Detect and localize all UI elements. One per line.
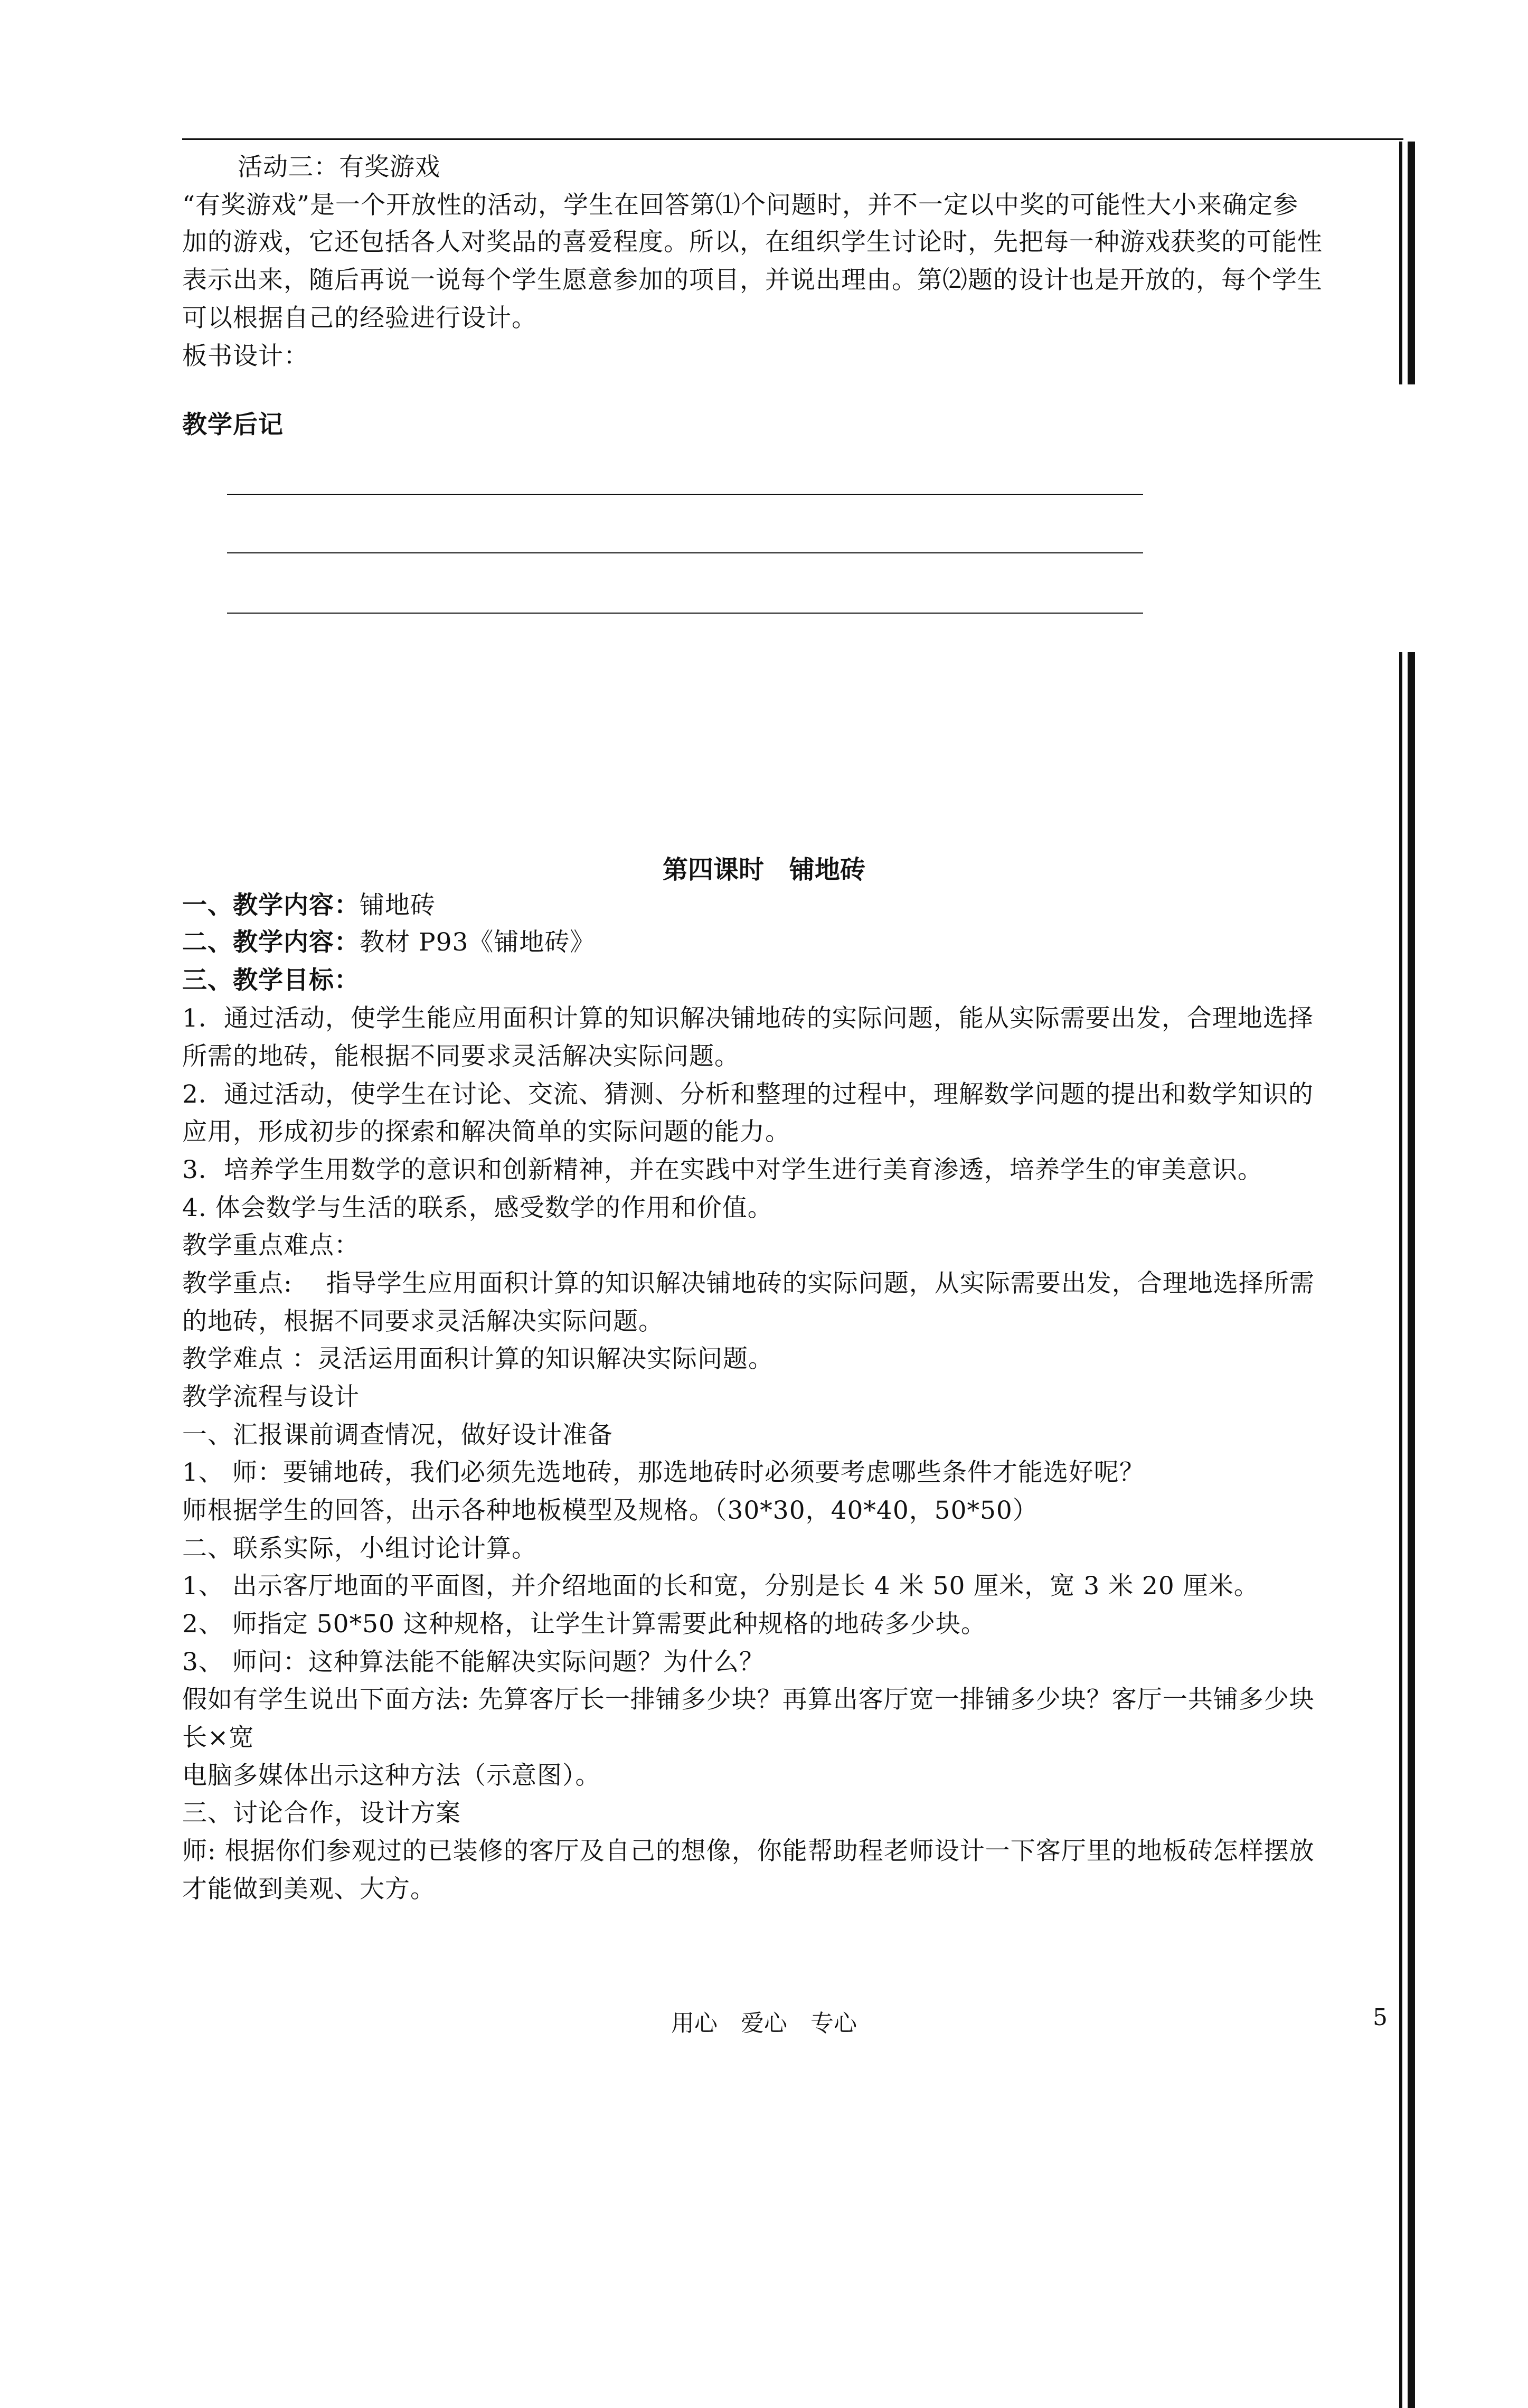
margin-bar — [1408, 142, 1415, 384]
paragraph-line: 教学重点难点： — [182, 1231, 360, 1260]
paragraph-line: 长×宽 — [182, 1723, 254, 1752]
content-line — [182, 926, 595, 959]
paragraph-line: 2．通过活动，使学生在讨论、交流、猜测、分析和整理的过程中，理解数学问题的提出和数学知识的 — [182, 1080, 1314, 1109]
writing-line — [227, 613, 1143, 614]
paragraph-line: 教学重点: 指导学生应用面积计算的知识解决铺地砖的实际问题，从实际需要出发，合理地选择所需 — [182, 1269, 1315, 1298]
paragraph-line: 的地砖，根据不同要求灵活解决实际问题。 — [182, 1307, 664, 1336]
paragraph-line: 1、 出示客厅地面的平面图，并介绍地面的长和宽，分别是长 4 米 50 厘米，宽 3 米 20 厘米。 — [182, 1572, 1259, 1601]
teaching-notes-heading: 教学后记 — [182, 410, 284, 439]
margin-bar — [1399, 652, 1402, 2408]
paragraph-line: 可以根据自己的经验进行设计。 — [182, 304, 537, 333]
paragraph-line: 三、讨论合作，设计方案 — [182, 1799, 461, 1828]
page-number: 5 — [1373, 2004, 1388, 2031]
activity-heading: 活动三：有奖游戏 — [238, 153, 440, 182]
paragraph-line: 电脑多媒体出示这种方法（示意图）。 — [182, 1761, 601, 1790]
content-label: 一、教学内容： — [182, 891, 360, 920]
paragraph-line: 假如有学生说出下面方法: 先算客厅长一排铺多少块？再算出客厅宽一排铺多少块？客厅一共铺多少块 — [182, 1685, 1315, 1714]
writing-line — [227, 494, 1143, 495]
paragraph-line: 表示出来，随后再说一说每个学生愿意参加的项目，并说出理由。第⑵题的设计也是开放的，每个学生 — [182, 266, 1323, 295]
paragraph-line: 3．培养学生用数学的意识和创新精神，并在实践中对学生进行美育渗透，培养学生的审美意识。 — [182, 1155, 1263, 1184]
board-design-label: 板书设计： — [182, 342, 309, 371]
paragraph-line: 1、 师：要铺地砖，我们必须先选地砖，那选地砖时必须要考虑哪些条件才能选好呢？ — [182, 1458, 1145, 1487]
paragraph-line: 2、 师指定 50*50 这种规格，让学生计算需要此种规格的地砖多少块。 — [182, 1610, 986, 1639]
top-rule — [182, 138, 1403, 140]
paragraph-line: 师: 根据你们参观过的已装修的客厅及自己的想像，你能帮助程老师设计一下客厅里的地板砖怎样摆放 — [182, 1837, 1315, 1866]
paragraph-line: 4. 体会数学与生活的联系，感受数学的作用和价值。 — [182, 1193, 773, 1222]
objectives-heading: 三、教学目标： — [182, 966, 360, 995]
paragraph-line: 1．通过活动，使学生能应用面积计算的知识解决铺地砖的实际问题，能从实际需要出发，合理地选择 — [182, 1004, 1314, 1033]
margin-bar — [1408, 652, 1415, 2408]
writing-line — [227, 552, 1143, 553]
paragraph-line: 师根据学生的回答，出示各种地板模型及规格。（30*30，40*40，50*50） — [182, 1496, 1038, 1525]
paragraph-line: 3、 师问：这种算法能不能解决实际问题？为什么？ — [182, 1648, 765, 1677]
paragraph-line: 一、汇报课前调查情况，做好设计准备 — [182, 1421, 613, 1450]
margin-bar — [1399, 142, 1402, 384]
paragraph-line: 教学流程与设计 — [182, 1382, 360, 1412]
paragraph-line: “有奖游戏”是一个开放性的活动，学生在回答第⑴个问题时，并不一定以中奖的可能性大小来确定参 — [182, 191, 1299, 220]
footer-motto: 用心 爱心 专心 — [671, 2010, 857, 2037]
paragraph-line: 教学难点 ：灵活运用面积计算的知识解决实际问题。 — [182, 1344, 774, 1374]
paragraph-line: 才能做到美观、大方。 — [182, 1875, 436, 1904]
content-value: 铺地砖 — [360, 891, 436, 920]
paragraph-line: 应用，形成初步的探索和解决简单的实际问题的能力。 — [182, 1117, 790, 1146]
paragraph-line: 加的游戏，它还包括各人对奖品的喜爱程度。所以，在组织学生讨论时，先把每一种游戏获奖的可能性 — [182, 228, 1323, 257]
paragraph-line: 所需的地砖，能根据不同要求灵活解决实际问题。 — [182, 1042, 740, 1071]
content-line — [182, 889, 436, 922]
content-label: 二、教学内容： — [182, 928, 360, 957]
content-value: 教材 P93《铺地砖》 — [360, 928, 596, 957]
lesson-title: 第四课时 铺地砖 — [662, 855, 865, 885]
paragraph-line: 二、联系实际，小组讨论计算。 — [182, 1534, 537, 1563]
